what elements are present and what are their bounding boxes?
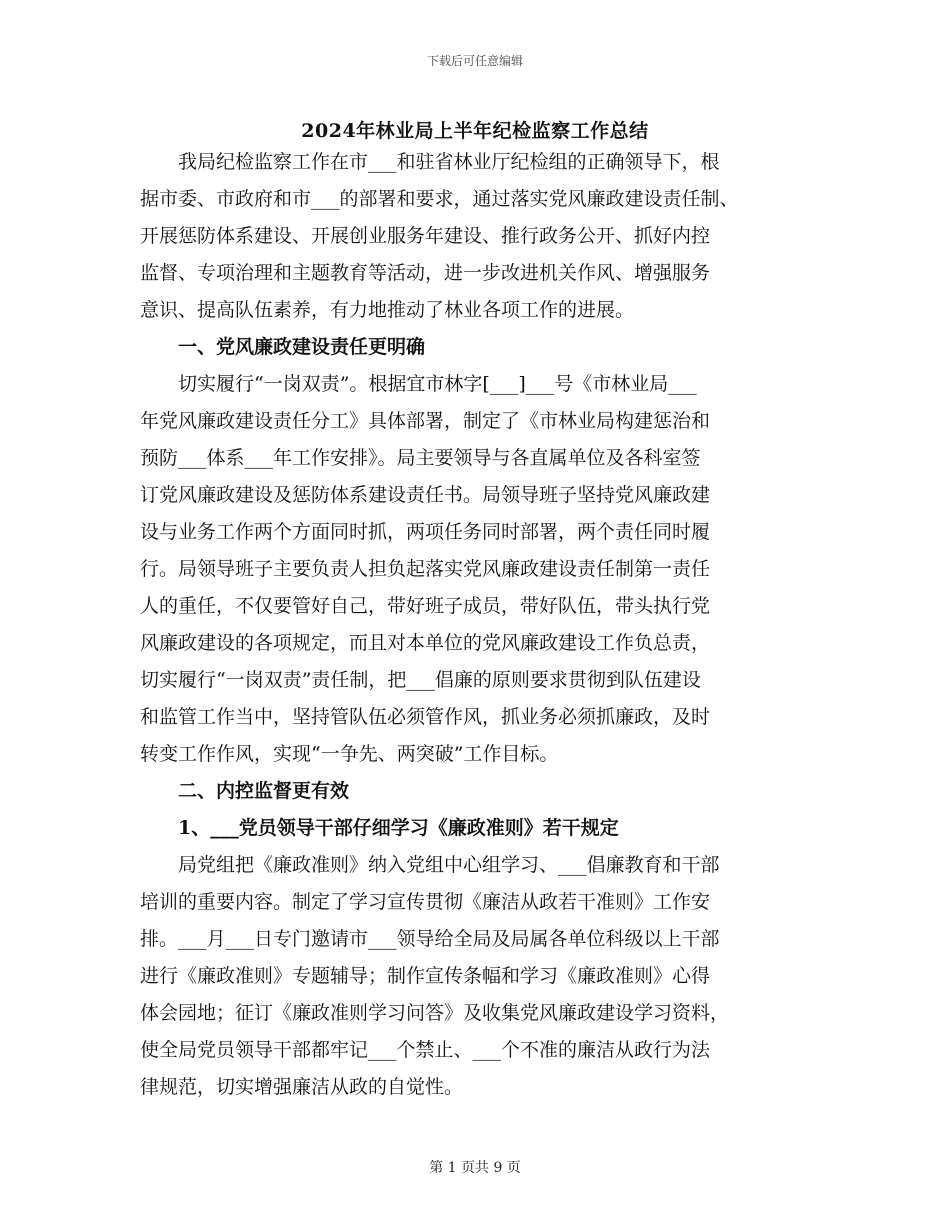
body-line: 设与业务工作两个方面同时抓，两项任务同时部署，两个责任同时履 bbox=[140, 521, 711, 543]
body-line: 进行《廉政准则》专题辅导；制作宣传条幅和学习《廉政准则》心得 bbox=[140, 965, 711, 987]
page-number-footer: 第 1 页共 9 页 bbox=[429, 1160, 521, 1176]
body-line: 局党组把《廉政准则》纳入党组中心组学习、___倡廉教育和干部 bbox=[140, 854, 720, 876]
section-heading-2: 二、内控监督更有效 bbox=[140, 780, 350, 802]
body-line: 预防___体系___年工作安排》。局主要领导与各直属单位及各科室签 bbox=[140, 447, 701, 469]
body-line: 我局纪检监察工作在市___和驻省林业厅纪检组的正确领导下，根 bbox=[140, 151, 720, 173]
page-header-note: 下载后可任意编辑 bbox=[426, 54, 523, 68]
body-line: 排。___月___日专门邀请市___领导给全局及局属各单位科级以上干部 bbox=[140, 928, 720, 950]
body-line: 律规范，切实增强廉洁从政的自觉性。 bbox=[140, 1076, 464, 1098]
body-line: 人的重任，不仅要管好自己，带好班子成员，带好队伍，带头执行党 bbox=[140, 595, 711, 617]
body-line: 使全局党员领导干部都牢记___个禁止、___个不准的廉洁从政行为法 bbox=[140, 1039, 711, 1061]
body-line: 和监管工作当中，坚持管队伍必须管作风，抓业务必须抓廉政，及时 bbox=[140, 706, 711, 728]
document-body bbox=[140, 144, 820, 1106]
body-line: 行。局领导班子主要负责人担负起落实党风廉政建设责任制第一责任 bbox=[140, 558, 711, 580]
section-heading-1: 一、党风廉政建设责任更明确 bbox=[140, 336, 426, 358]
body-line: 年党风廉政建设责任分工》具体部署，制定了《市林业局构建惩治和 bbox=[140, 410, 711, 432]
body-line: 培训的重要内容。制定了学习宣传贯彻《廉洁从政若干准则》工作安 bbox=[140, 891, 711, 913]
subsection-heading-1: 1、___党员领导干部仔细学习《廉政准则》若干规定 bbox=[140, 817, 619, 839]
body-line: 监督、专项治理和主题教育等活动，进一步改进机关作风、增强服务 bbox=[140, 262, 711, 284]
body-line: 意识、提高队伍素养，有力地推动了林业各项工作的进展。 bbox=[140, 299, 635, 321]
body-line: 体会园地；征订《廉政准则学习问答》及收集党风廉政建设学习资料， bbox=[140, 1002, 730, 1024]
body-line: 订党风廉政建设及惩防体系建设责任书。局领导班子坚持党风廉政建 bbox=[140, 484, 711, 506]
document-title: 2024年林业局上半年纪检监察工作总结 bbox=[301, 120, 649, 142]
body-line: 开展惩防体系建设、开展创业服务年建设、推行政务公开、抓好内控 bbox=[140, 225, 711, 247]
body-line: 切实履行“一岗双责”。根据宜市林字[___]___号《市林业局___ bbox=[140, 373, 697, 395]
body-line: 转变工作作风，实现“一争先、两突破”工作目标。 bbox=[140, 743, 559, 765]
body-line: 据市委、市政府和市___的部署和要求，通过落实党风廉政建设责任制、 bbox=[140, 188, 739, 210]
body-line: 风廉政建设的各项规定，而且对本单位的党风廉政建设工作负总责， bbox=[140, 632, 711, 654]
body-line: 切实履行“一岗双责”责任制，把___倡廉的原则要求贯彻到队伍建设 bbox=[140, 669, 701, 691]
